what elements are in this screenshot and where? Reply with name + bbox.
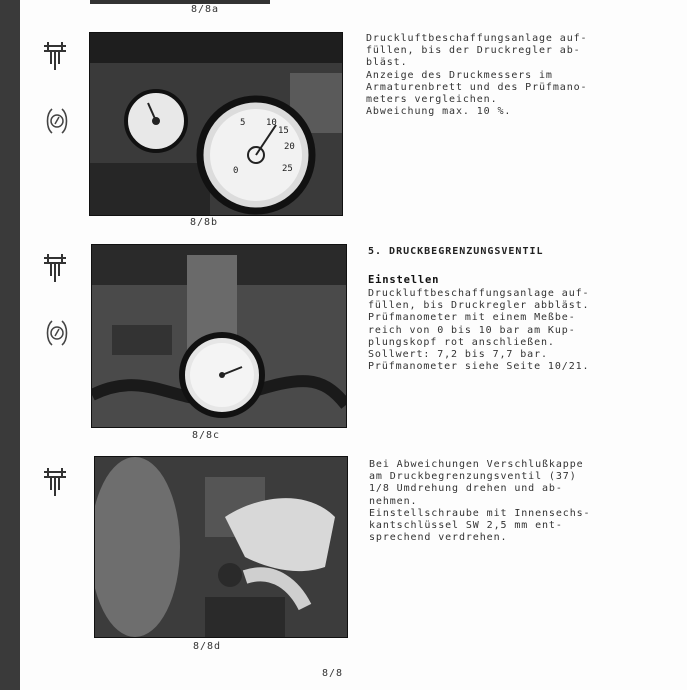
text-line: nehmen. [369, 495, 418, 507]
photo-8-8b-dashboard-gauges [89, 32, 343, 216]
text-line: Einstellschraube mit Innensechs- [369, 507, 591, 519]
gauge-b-label: 5 [240, 118, 246, 128]
caption-8-8c: 8/8c [192, 430, 221, 441]
photo-8-8d-valve-adjustment [94, 456, 348, 638]
text-line: am Druckbegrenzungsventil (37) [369, 471, 577, 483]
text-line: plungskopf rot anschließen. [368, 336, 555, 348]
gauge-b-label: 25 [282, 164, 293, 174]
text-line: Armaturenbrett und des Prüfmano- [366, 81, 588, 93]
text-line: Druckluftbeschaffungsanlage auf- [366, 33, 588, 44]
text-line: Prüfmanometer mit einem Meßbe- [368, 312, 576, 324]
text-line: sprechend verdrehen. [369, 532, 508, 544]
text-line: Prüfmanometer siehe Seite 10/21. [368, 361, 590, 373]
wrench-tool-icon [40, 40, 70, 76]
wrench-tool-icon [40, 466, 70, 502]
text-line: füllen, bis der Druckregler ab- [366, 45, 581, 57]
text-line: füllen, bis Druckregler abbläst. [368, 300, 590, 312]
top-photo-remnant [90, 0, 270, 4]
text-line: kantschlüssel SW 2,5 mm ent- [369, 520, 563, 532]
gauge-b-label: 10 [266, 118, 277, 128]
text-line: bläst. [366, 57, 408, 69]
text-line: Druckluftbeschaffungsanlage auf- [368, 288, 590, 299]
section-heading: 5. DRUCKBEGRENZUNGSVENTIL [368, 246, 544, 257]
text-line: Abweichung max. 10 %. [366, 106, 512, 118]
text-line: Anzeige des Druckmessers im [366, 69, 553, 81]
gauge-b-label: 0 [233, 166, 239, 176]
caption-8-8a: 8/8a [191, 4, 220, 15]
section-b-text [366, 33, 587, 118]
wrench-tool-icon [40, 252, 70, 288]
pressure-gauge-icon [44, 318, 70, 352]
pressure-gauge-icon [44, 106, 70, 140]
caption-8-8d: 8/8d [193, 641, 222, 652]
text-line: Sollwert: 7,2 bis 7,7 bar. [368, 349, 548, 361]
page-number: 8/8 [322, 668, 344, 679]
section-c-text [368, 288, 589, 373]
text-line: 1/8 Umdrehung drehen und ab- [369, 483, 563, 495]
caption-8-8b: 8/8b [190, 217, 219, 228]
photo-8-8c-test-manometer [91, 244, 347, 428]
text-line: reich von 0 bis 10 bar am Kup- [368, 324, 576, 336]
gauge-b-label: 20 [284, 142, 295, 152]
text-line: Bei Abweichungen Verschlußkappe [369, 459, 584, 470]
viewer-left-bar [0, 0, 20, 690]
section-subheading: Einstellen [368, 274, 440, 286]
text-line: meters vergleichen. [366, 94, 498, 106]
section-d-text [369, 459, 590, 544]
gauge-b-label: 15 [278, 126, 289, 136]
